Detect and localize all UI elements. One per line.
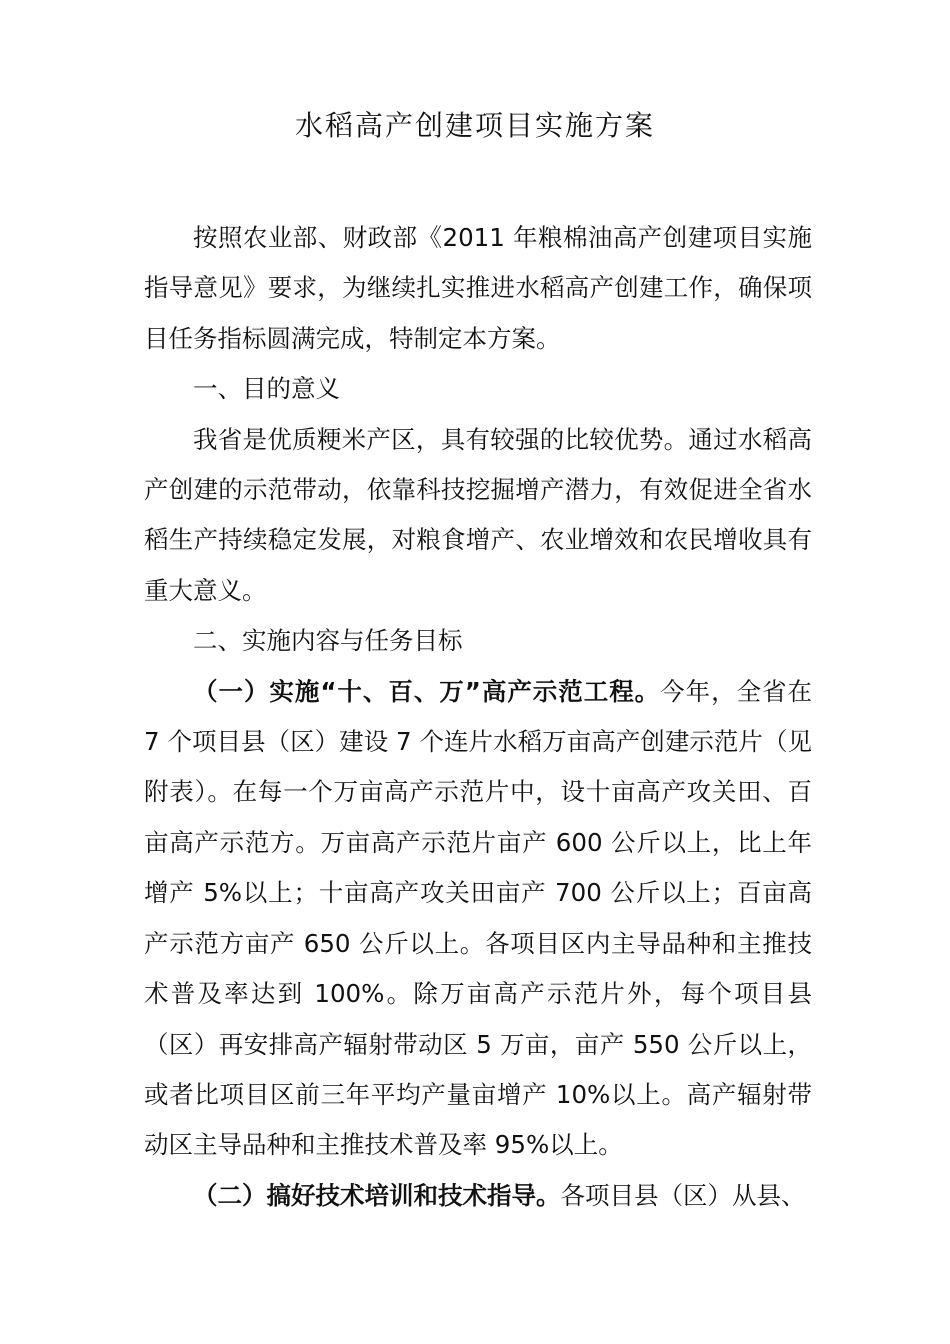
item-two-paragraph: [144, 1171, 812, 1221]
purpose-paragraph: 我省是优质粳米产区，具有较强的比较优势。通过水稻高产创建的示范带动，依靠科技挖掘增产潜力，有效促进全省水稻生产持续稳定发展，对粮食增产、农业增效和农民增收具有重大意义。: [144, 424, 812, 605]
item-one-lead: （一）实施“十、百、万”高产示范工程。: [193, 676, 661, 706]
item-two-lead: （二）搞好技术培训和技术指导。: [193, 1180, 561, 1210]
item-two-text: 各项目县（区）从县、: [560, 1180, 806, 1210]
section-heading-purpose: 一、目的意义: [193, 374, 340, 404]
intro-paragraph: 按照农业部、财政部《2011 年粮棉油高产创建项目实施指导意见》要求，为继续扎实推进水稻高产创建工作，确保项目任务指标圆满完成，特制定本方案。: [144, 223, 812, 353]
item-one-text: 今年，全省在 7 个项目县（区）建设 7 个连片水稻万亩高产创建示范片（见附表）。在每一个万亩高产示范片中，设十亩高产攻关田、百亩高产示范方。万亩高产示范片亩产 600 公斤以上，比上年增产 5%以上；十亩高产攻关田亩产 700 公斤以上；百亩高产示范方亩产 650 公斤以上。各项目区内主导品种和主推技术普及率达到 100%。除万亩高产示范片外，每个项目县（区）再安排高产辐射带动区 5 万亩，亩产 550 公斤以上，或者比项目区前三年平均产量亩增产 10%以上。高产辐射带动区主导品种和主推技术普及率 95%以上。: [144, 676, 813, 1160]
document-body: [144, 213, 812, 1221]
document-title: 水稻高产创建项目实施方案: [294, 109, 655, 142]
section-heading-content-targets: 二、实施内容与任务目标: [193, 626, 463, 656]
item-one-paragraph: [144, 667, 812, 1171]
